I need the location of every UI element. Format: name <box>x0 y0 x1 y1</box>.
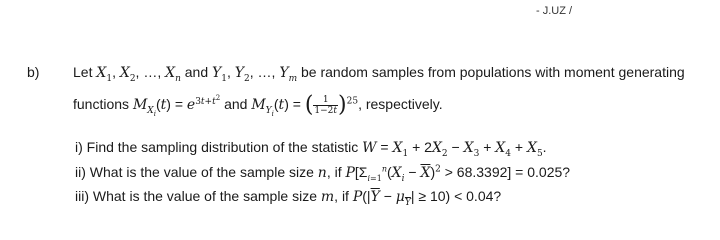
intro-line-2: functions $M_{X_i}(t) = e^{3t+t^2}$ and $M_{Y_i}(t)$ = ( $\frac{1}{1-2t}$ )$^{25}$, respectively. <box>73 92 443 118</box>
header-fragment: - J.UZ / <box>536 5 573 17</box>
question-3: iii) What is the value of the sample size m, if $P(|\overline{Y} - \mu_{\overline{Y}}| \ge 10) < 0.04$? <box>75 188 502 208</box>
question-1: i) Find the sampling distribution of the statistic $W = X_1 + 2X_2 - X_3 + X_4 + X_5$. <box>75 139 547 159</box>
question-3-label: iii) <box>75 188 89 204</box>
question-2: ii) What is the value of the sample size n, if $P[\Sigma_{i=1}^n(X_i - \overline{X})^2 > 68.3392] = 0.025$? <box>75 164 571 184</box>
intro-line-1: Let $X_1$, $X_2$, …, $X_n$ and $Y_1$, $Y_2$, …, $Y_m$ be random samples from populations with moment generating <box>73 64 685 84</box>
question-1-label: i) <box>75 139 83 155</box>
question-2-label: ii) <box>75 164 86 180</box>
part-label: b) <box>27 64 40 80</box>
